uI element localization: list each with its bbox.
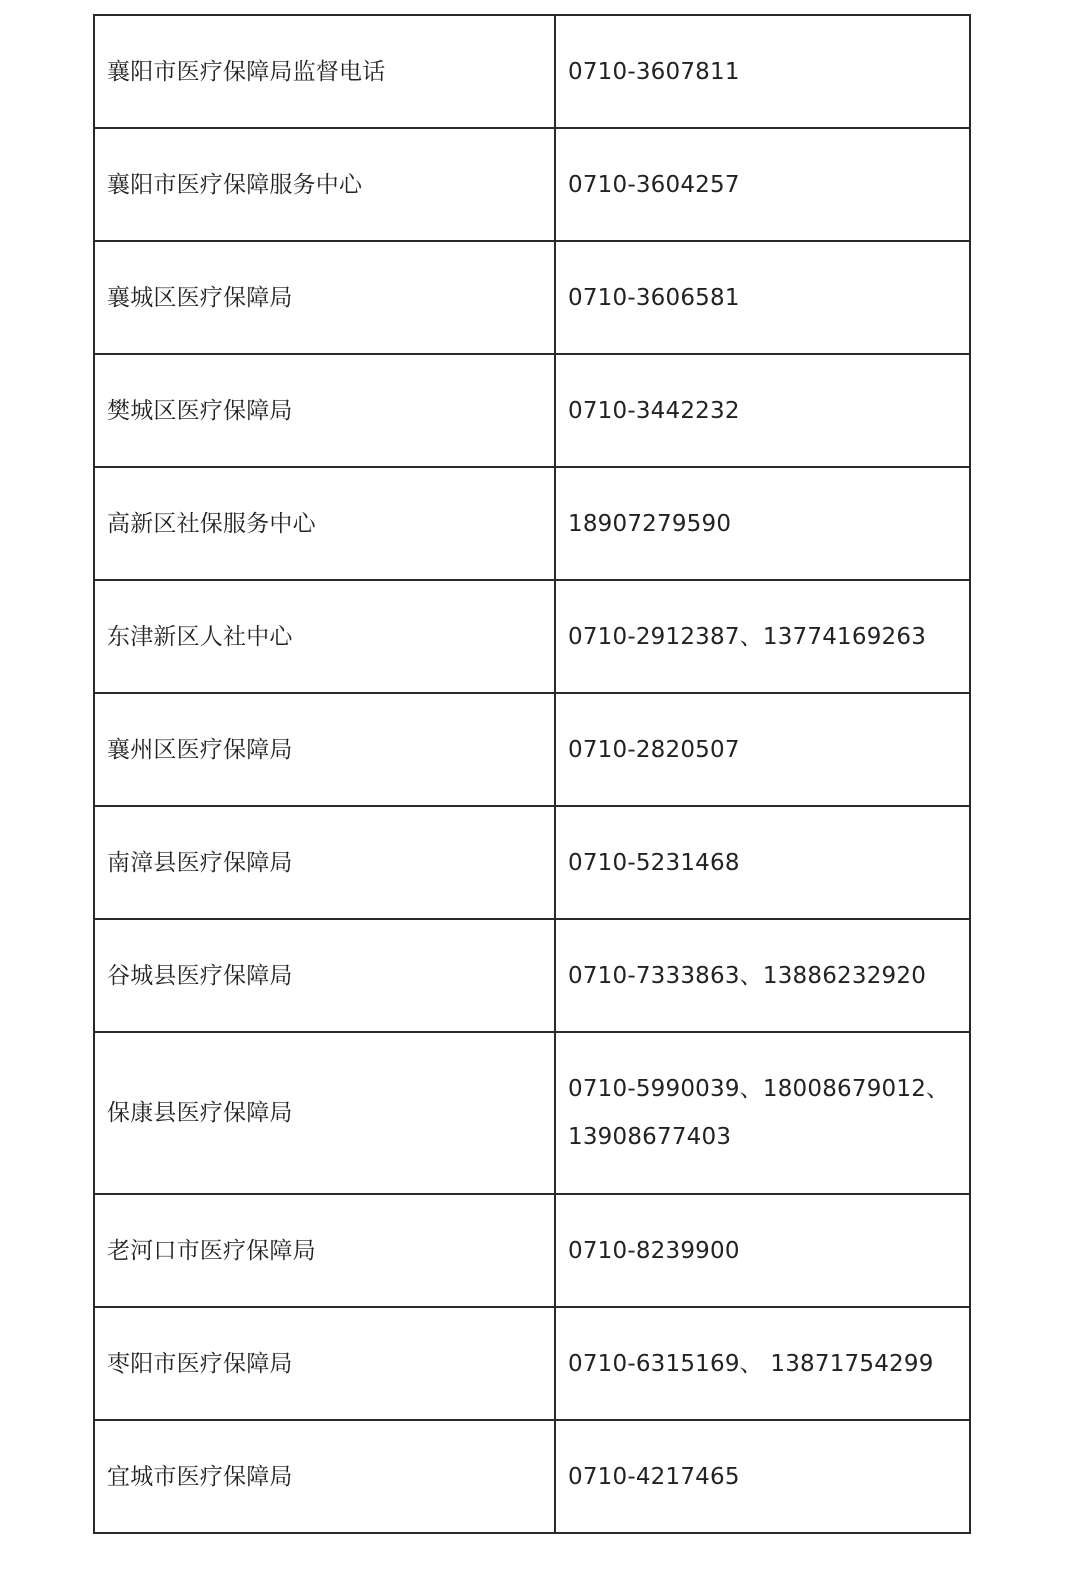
phone-cell: 0710-3607811 xyxy=(555,15,970,128)
phone-cell: 0710-3606581 xyxy=(555,241,970,354)
office-name-cell: 樊城区医疗保障局 xyxy=(94,354,555,467)
phone-cell: 18907279590 xyxy=(555,467,970,580)
office-name-cell: 襄州区医疗保障局 xyxy=(94,693,555,806)
office-name-cell: 枣阳市医疗保障局 xyxy=(94,1307,555,1420)
table-row xyxy=(94,693,970,806)
phone-cell: 0710-5990039、18008679012、13908677403 xyxy=(555,1032,970,1194)
table-row xyxy=(94,1032,970,1194)
office-name-cell: 襄阳市医疗保障服务中心 xyxy=(94,128,555,241)
office-name-cell: 南漳县医疗保障局 xyxy=(94,806,555,919)
phone-cell: 0710-7333863、13886232920 xyxy=(555,919,970,1032)
phone-cell: 0710-3442232 xyxy=(555,354,970,467)
office-name-cell: 襄阳市医疗保障局监督电话 xyxy=(94,15,555,128)
office-name-cell: 东津新区人社中心 xyxy=(94,580,555,693)
table-row xyxy=(94,15,970,128)
phone-cell: 0710-2820507 xyxy=(555,693,970,806)
table-row xyxy=(94,467,970,580)
table-row xyxy=(94,1194,970,1307)
office-name-cell: 老河口市医疗保障局 xyxy=(94,1194,555,1307)
table-row xyxy=(94,806,970,919)
table-row xyxy=(94,241,970,354)
table-row xyxy=(94,1420,970,1533)
office-name-cell: 谷城县医疗保障局 xyxy=(94,919,555,1032)
table-row xyxy=(94,919,970,1032)
phone-cell: 0710-4217465 xyxy=(555,1420,970,1533)
office-name-cell: 襄城区医疗保障局 xyxy=(94,241,555,354)
phone-cell: 0710-2912387、13774169263 xyxy=(555,580,970,693)
office-name-cell: 高新区社保服务中心 xyxy=(94,467,555,580)
table-row xyxy=(94,1307,970,1420)
phone-cell: 0710-5231468 xyxy=(555,806,970,919)
table-row xyxy=(94,354,970,467)
phone-cell: 0710-3604257 xyxy=(555,128,970,241)
table-row xyxy=(94,128,970,241)
phone-cell: 0710-6315169、 13871754299 xyxy=(555,1307,970,1420)
contact-table xyxy=(93,14,971,1534)
contact-table-container xyxy=(93,14,969,1534)
office-name-cell: 宜城市医疗保障局 xyxy=(94,1420,555,1533)
phone-cell: 0710-8239900 xyxy=(555,1194,970,1307)
table-row xyxy=(94,580,970,693)
office-name-cell: 保康县医疗保障局 xyxy=(94,1032,555,1194)
